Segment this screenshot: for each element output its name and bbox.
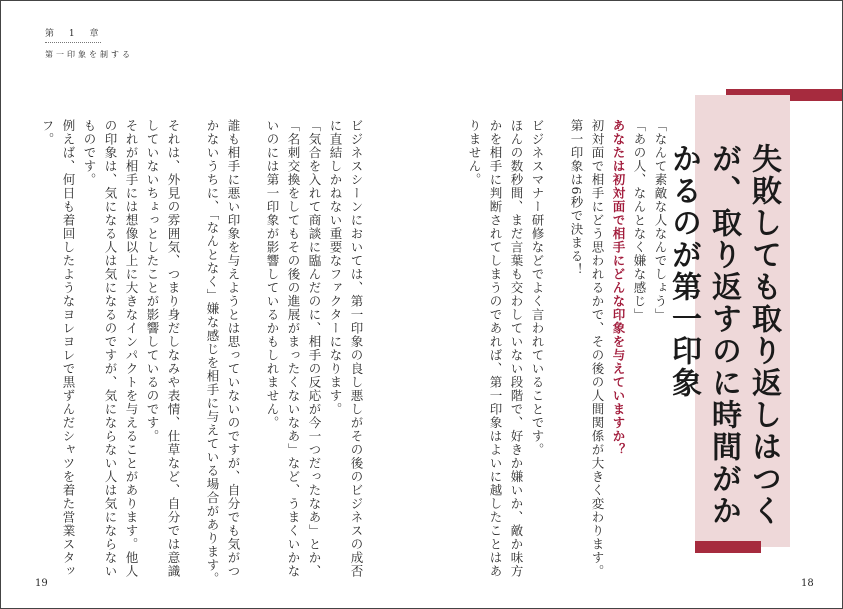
page-number-right: 18	[801, 578, 814, 589]
page-number-left: 19	[35, 578, 48, 589]
emphasis-question: あなたは初対面で相手にどんな印象を与えていますか？	[611, 119, 626, 457]
body-paragraph: 誰も相手に悪い印象を与えようとは思っていないのですが、自分でも気がつかないうちに、「なんとなく」嫌な感じを相手に与えている場合があります。	[205, 119, 241, 586]
quote-paragraph: 「なんて素敵な人なんでしょう」	[653, 119, 668, 322]
body-paragraph: ビジネスシーンにおいては、第一印象の良し悪しがその後のビジネスの成否に直結しかねない重要なファクターになります。	[328, 119, 364, 578]
section-title: 失敗しても取り返しはつくが、取り返すのに時間がかかるのが第一印象	[666, 143, 781, 527]
chapter-label: 第 1 章	[45, 29, 105, 39]
body-paragraph: 「気合を入れて商談に臨んだのに、相手の反応が今一つだったなあ」とか、「名刺交換をしてもその後の進展がまったくないなあ」など、うまくいかないのには第一印象が影響しているかもしれません。	[265, 119, 322, 578]
body-paragraph: それが相手には想像以上に大きなインパクトを与えることがあります。他人の印象は、気になる人は気になるのですが、気にならない人は気にならないものです。	[82, 119, 139, 578]
quote-paragraph: 「あの人、なんとなく嫌な感じ」	[632, 119, 647, 322]
body-paragraph: 第一印象は6秒で決まる！	[569, 119, 584, 277]
body-paragraph: ビジネスマナー研修などでよく言われていることです。	[530, 119, 545, 457]
body-paragraph: 初対面で相手にどう思われるかで、その後の人間関係が大きく変わります。	[590, 119, 605, 578]
right-page-body	[467, 119, 671, 589]
chapter-divider	[45, 42, 101, 43]
body-paragraph: それは、外見の雰囲気、つまり身だしなみや表情、仕草など、自分では意識していないちょっとしたことが影響しているのです。	[145, 119, 181, 578]
title-accent-bar-bottom	[695, 541, 761, 553]
body-paragraph: 例えば、何日も着回したようなヨレヨレで黒ずんだシャツを着た営業スタッフ。	[40, 119, 76, 578]
body-paragraph: ほんの数秒間、まだ言葉も交わしていない段階で、好きか嫌いか、敵か味方かを相手に判断されてしまうのであれば、第一印象はよいに越したことはありません。	[467, 119, 524, 578]
chapter-subtitle: 第一印象を制する	[45, 50, 133, 59]
